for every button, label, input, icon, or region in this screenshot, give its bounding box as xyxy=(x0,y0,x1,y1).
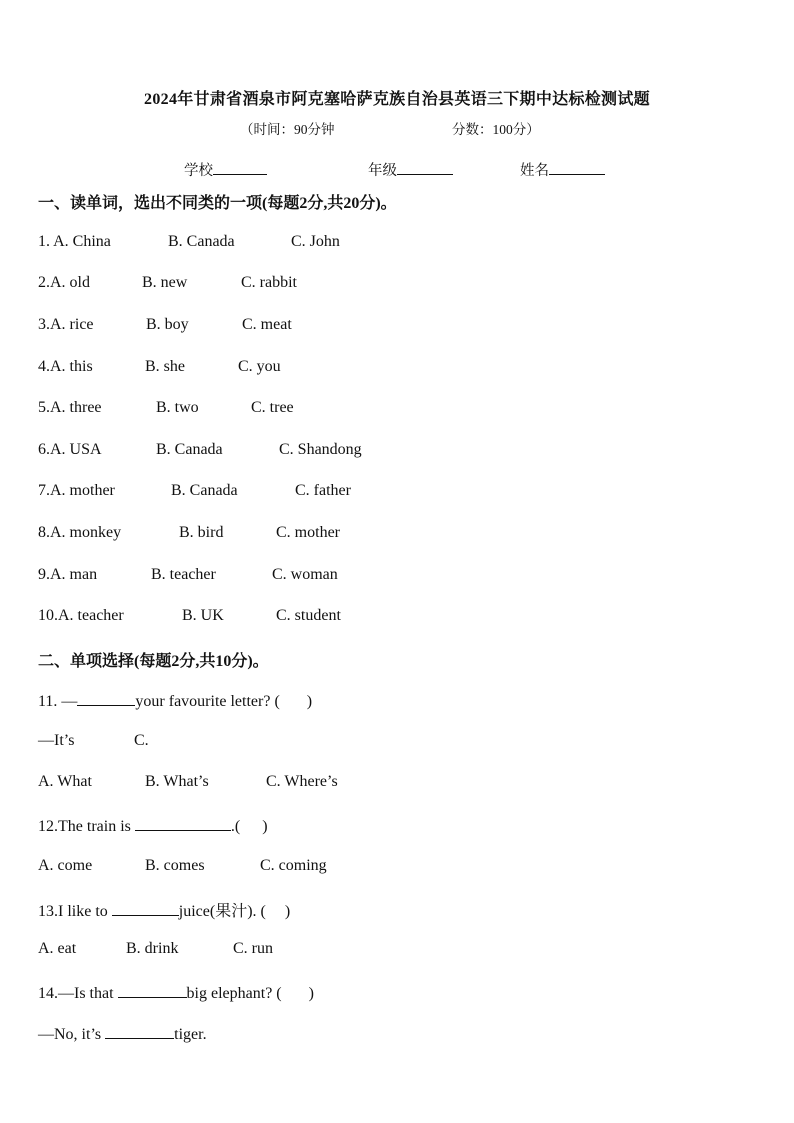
question-9 xyxy=(38,566,338,584)
question-number: 5. xyxy=(38,399,50,416)
page-title: 2024年甘肃省酒泉市阿克塞哈萨克族自治县英语三下期中达标检测试题 xyxy=(144,91,650,108)
bracket-close: ) xyxy=(262,818,268,835)
option-c[interactable]: C. woman xyxy=(272,566,338,583)
question-number: 2. xyxy=(38,274,50,291)
option-b[interactable]: B. Canada xyxy=(168,233,235,250)
question-number: 3. xyxy=(38,316,50,333)
option-c[interactable]: C. John xyxy=(291,233,340,250)
answer-blank[interactable] xyxy=(77,690,135,706)
question-number: 1. xyxy=(38,233,54,250)
question-2 xyxy=(38,274,297,292)
question-12-stem xyxy=(38,815,268,836)
question-13-stem xyxy=(38,898,290,921)
question-11-reply xyxy=(38,732,149,750)
question-13-options xyxy=(38,940,273,958)
option-a[interactable]: A. old xyxy=(50,274,90,291)
question-14-text: big elephant? ( xyxy=(186,985,282,1002)
option-a[interactable]: A. USA xyxy=(50,441,102,458)
option-c[interactable]: C. meat xyxy=(242,316,292,333)
option-c[interactable]: C. run xyxy=(233,940,273,957)
option-c[interactable]: C. tree xyxy=(251,399,294,416)
answer-blank[interactable] xyxy=(135,815,231,831)
option-c[interactable]: C. Where’s xyxy=(266,773,338,790)
option-b[interactable]: B. new xyxy=(142,274,188,291)
question-7 xyxy=(38,482,351,500)
option-c[interactable]: C. coming xyxy=(260,857,327,874)
option-c[interactable]: C. you xyxy=(238,358,281,375)
grade-field[interactable] xyxy=(368,159,453,180)
option-b[interactable]: B. What’s xyxy=(145,773,209,790)
option-b[interactable]: B. teacher xyxy=(151,566,216,583)
option-b[interactable]: B. UK xyxy=(182,607,224,624)
option-a[interactable]: A. teacher xyxy=(58,607,124,624)
option-a[interactable]: A. eat xyxy=(38,940,77,957)
grade-label: 年级 xyxy=(368,163,397,179)
option-c[interactable]: C. Shandong xyxy=(279,441,362,458)
option-a[interactable]: A. mother xyxy=(50,482,115,499)
answer-blank[interactable] xyxy=(105,1023,174,1039)
question-3 xyxy=(38,316,292,334)
question-number: 10. xyxy=(38,607,58,624)
option-b[interactable]: B. drink xyxy=(126,940,179,957)
option-b[interactable]: B. two xyxy=(156,399,199,416)
grade-blank[interactable] xyxy=(397,160,453,175)
option-c[interactable]: C. mother xyxy=(276,524,340,541)
exam-time: （时间：90分钟 xyxy=(240,122,335,137)
option-c[interactable]: C. rabbit xyxy=(241,274,297,291)
question-14-prefix: 14.—Is that xyxy=(38,985,118,1002)
name-label: 姓名 xyxy=(520,163,549,179)
name-field[interactable] xyxy=(520,159,605,180)
option-a[interactable]: A. come xyxy=(38,857,93,874)
option-a[interactable]: A. What xyxy=(38,773,92,790)
section-2-heading: 二、单项选择(每题2分,共10分)。 xyxy=(38,653,269,670)
option-b[interactable]: B. bird xyxy=(179,524,224,541)
question-1 xyxy=(38,233,340,251)
question-13-text: juice(果汁). ( xyxy=(178,903,266,920)
option-b[interactable]: B. boy xyxy=(146,316,189,333)
question-5 xyxy=(38,399,294,417)
reply-text: —It’s xyxy=(38,732,75,749)
option-a[interactable]: A. three xyxy=(50,399,102,416)
question-14-stem xyxy=(38,982,314,1003)
question-11-prefix: 11. — xyxy=(38,693,78,710)
reply-text: tiger. xyxy=(174,1026,207,1043)
answer-blank[interactable] xyxy=(112,900,179,916)
section-1-heading: 一、读单词，选出不同类的一项(每题2分,共20分)。 xyxy=(38,195,397,212)
question-14-reply xyxy=(38,1023,207,1044)
option-b[interactable]: B. she xyxy=(145,358,185,375)
question-12-text: .( xyxy=(230,818,241,835)
question-12-prefix: 12.The train is xyxy=(38,818,135,835)
option-a[interactable]: A. China xyxy=(53,233,111,250)
question-12-options xyxy=(38,857,327,875)
school-field[interactable] xyxy=(184,159,267,180)
school-label: 学校 xyxy=(184,163,213,179)
option-a[interactable]: A. monkey xyxy=(50,524,122,541)
option-b[interactable]: B. Canada xyxy=(171,482,238,499)
question-11-text: your favourite letter? ( xyxy=(135,693,280,710)
question-10 xyxy=(38,607,341,625)
option-b[interactable]: B. Canada xyxy=(156,441,223,458)
option-a[interactable]: A. rice xyxy=(50,316,94,333)
question-4 xyxy=(38,358,281,376)
question-6 xyxy=(38,441,362,459)
question-number: 7. xyxy=(38,482,50,499)
name-blank[interactable] xyxy=(549,160,605,175)
question-8 xyxy=(38,524,340,542)
exam-score: 分数：100分） xyxy=(452,122,540,137)
option-b[interactable]: B. comes xyxy=(145,857,205,874)
question-11-stem xyxy=(38,690,312,711)
option-a[interactable]: A. this xyxy=(50,358,93,375)
question-11-options xyxy=(38,773,338,791)
question-number: 6. xyxy=(38,441,50,458)
option-c[interactable]: C. father xyxy=(295,482,351,499)
option-c[interactable]: C. student xyxy=(276,607,341,624)
option-a[interactable]: A. man xyxy=(50,566,98,583)
question-number: 8. xyxy=(38,524,50,541)
reply-prefix: —No, it’s xyxy=(38,1026,106,1043)
bracket-close: ) xyxy=(308,985,314,1002)
bracket-close: ) xyxy=(306,693,313,710)
reply-option: C. xyxy=(134,732,149,749)
question-number: 9. xyxy=(38,566,50,583)
answer-blank[interactable] xyxy=(118,982,187,998)
question-13-prefix: 13.I like to xyxy=(38,903,112,920)
school-blank[interactable] xyxy=(213,160,267,175)
question-number: 4. xyxy=(38,358,50,375)
bracket-close: ) xyxy=(284,903,291,920)
